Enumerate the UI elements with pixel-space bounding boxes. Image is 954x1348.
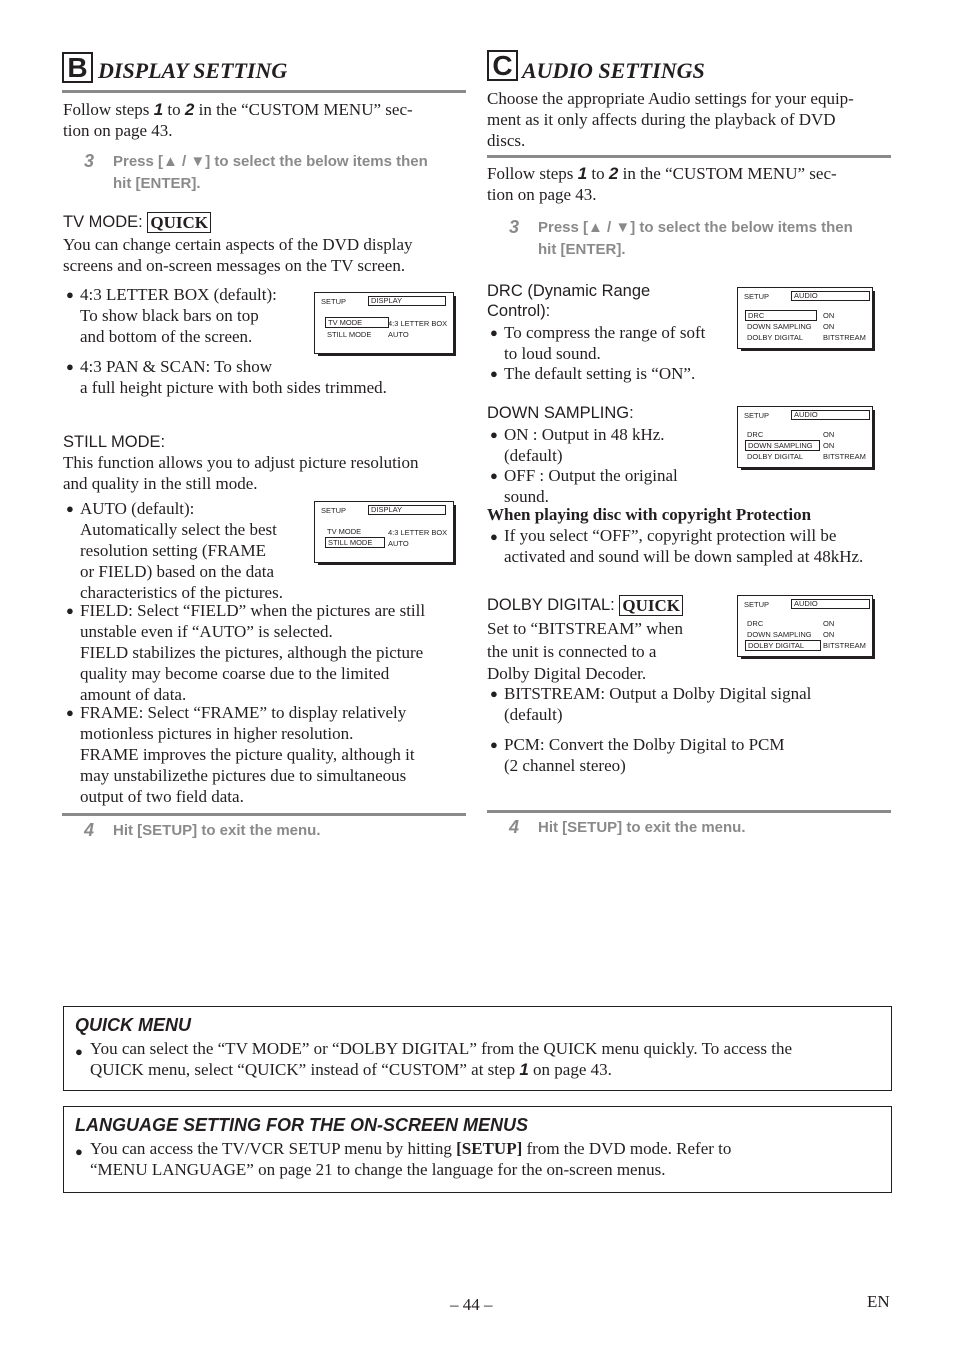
language-setting-text: You can access the TV/VCR SETUP menu by hitting [SETUP] from the DVD mode. Refer to “MENU LANGUAGE” on page 21 to change the language for the on-screen menus.: [90, 1139, 732, 1179]
bullet-icon: ●: [490, 529, 498, 544]
quick-badge: QUICK: [147, 212, 211, 233]
section-b-letter: B: [62, 52, 93, 83]
down-on-option: ON : Output in 48 kHz. (default): [504, 425, 665, 465]
frame-option: FRAME: Select “FRAME” to display relatively motionless pictures in higher resolution. FRAME improves the picture quality, although it may unstabilizethe pictures due to simultaneous output of two field data.: [80, 703, 415, 806]
section-c-step4-number: 4: [509, 817, 520, 837]
still-mode-heading: STILL MODE:: [63, 433, 166, 451]
display-screen-tvmode: SETUP DISPLAY TV MODE STILL MODE 4:3 LETTER BOX AUTO: [314, 292, 454, 354]
quick-menu-title: QUICK MENU: [75, 1015, 191, 1035]
bullet-icon: ●: [66, 603, 74, 618]
audio-screen-downsampling: SETUP AUDIO DRC DOWN SAMPLING DOLBY DIGITAL ON ON BITSTREAM: [737, 406, 873, 468]
section-b-step4-number: 4: [84, 820, 95, 840]
bullet-icon: ●: [490, 325, 498, 340]
bullet-icon: ●: [66, 501, 74, 516]
bullet-icon: ●: [490, 468, 498, 483]
audio-intro: Choose the appropriate Audio settings for your equip- ment as it only affects during the playback of DVD discs.: [487, 89, 854, 150]
bullet-icon: ●: [66, 287, 74, 302]
section-b-title: DISPLAY SETTING: [98, 58, 288, 83]
section-c-rule: [487, 155, 891, 158]
bullet-icon: ●: [490, 737, 498, 752]
section-b-rule: [62, 90, 466, 93]
down-sampling-heading: DOWN SAMPLING:: [487, 404, 634, 422]
bullet-icon: ●: [490, 427, 498, 442]
language-code: EN: [867, 1292, 890, 1311]
display-screen-stillmode: SETUP DISPLAY TV MODE STILL MODE 4:3 LETTER BOX AUTO: [314, 501, 454, 563]
still-mode-description: This function allows you to adjust picture resolution and quality in the still mode.: [63, 453, 419, 493]
bitstream-option: BITSTREAM: Output a Dolby Digital signal (default): [504, 684, 812, 724]
tv-mode-heading: TV MODE: QUICK: [63, 212, 211, 233]
quick-menu-box: [63, 1006, 892, 1091]
section-c-title: AUDIO SETTINGS: [522, 58, 705, 83]
quick-menu-text: You can select the “TV MODE” or “DOLBY DIGITAL” from the QUICK menu quickly. To access the QUICK menu, select “QUICK” instead of “CUSTOM” at step 1 on page 43.: [90, 1039, 792, 1079]
section-c-step4-text: Hit [SETUP] to exit the menu.: [538, 819, 746, 836]
quick-badge: QUICK: [619, 595, 683, 616]
bullet-icon: ●: [75, 1144, 83, 1159]
section-c-letter: C: [487, 50, 518, 81]
bullet-icon: ●: [490, 366, 498, 381]
page-number: – 44 –: [450, 1295, 493, 1314]
audio-screen-dolby: SETUP AUDIO DRC DOWN SAMPLING DOLBY DIGITAL ON ON BITSTREAM: [737, 595, 873, 657]
section-b-bottom-rule: [62, 813, 466, 816]
drc-heading: DRC (Dynamic Range Control):: [487, 282, 651, 320]
copyright-heading: When playing disc with copyright Protection: [487, 505, 812, 524]
section-c-bottom-rule: [487, 810, 891, 813]
bullet-icon: ●: [75, 1044, 83, 1059]
bullet-icon: ●: [66, 705, 74, 720]
section-c-follow-steps: Follow steps 1 to 2 in the “CUSTOM MENU” sec- tion on page 43.: [487, 164, 837, 204]
language-setting-title: LANGUAGE SETTING FOR THE ON-SCREEN MENUS: [75, 1115, 529, 1135]
section-b-step3-text: Press [▲ / ▼] to select the below items then hit [ENTER].: [113, 153, 428, 192]
section-b-step4-text: Hit [SETUP] to exit the menu.: [113, 822, 321, 839]
section-b-follow-steps: Follow steps 1 to 2 in the “CUSTOM MENU” sec- tion on page 43.: [63, 100, 413, 140]
drc-default-option: The default setting is “ON”.: [504, 364, 696, 383]
dolby-digital-heading: DOLBY DIGITAL: QUICK: [487, 595, 683, 616]
audio-screen-drc: SETUP AUDIO DRC DOWN SAMPLING DOLBY DIGITAL ON ON BITSTREAM: [737, 287, 873, 349]
section-b-step3-number: 3: [84, 151, 95, 171]
letterbox-option: 4:3 LETTER BOX (default): To show black bars on top and bottom of the screen.: [80, 285, 277, 346]
tv-mode-description: You can change certain aspects of the DVD display screens and on-screen messages on the TV screen.: [63, 235, 413, 275]
bullet-icon: ●: [490, 686, 498, 701]
down-off-option: OFF : Output the original sound.: [504, 466, 678, 506]
panscan-option: 4:3 PAN & SCAN: To show a full height picture with both sides trimmed.: [80, 357, 387, 397]
pcm-option: PCM: Convert the Dolby Digital to PCM (2 channel stereo): [504, 735, 785, 775]
section-c-step3-text: Press [▲ / ▼] to select the below items then hit [ENTER].: [538, 219, 853, 258]
language-setting-box: [63, 1106, 892, 1193]
bullet-icon: ●: [66, 359, 74, 374]
dolby-description: Set to “BITSTREAM” when the unit is connected to a Dolby Digital Decoder.: [487, 619, 683, 683]
section-c-step3-number: 3: [509, 217, 520, 237]
auto-option: AUTO (default): Automatically select the best resolution setting (FRAME or FIELD) based on the data characteristics of the pictures.: [80, 499, 283, 602]
drc-compress-option: To compress the range of soft to loud sound.: [504, 323, 706, 363]
field-option: FIELD: Select “FIELD” when the pictures are still unstable even if “AUTO” is selected. FIELD stabilizes the pictures, although the picture quality may become coarse due to the limited amount of data.: [80, 601, 426, 704]
copyright-note: If you select “OFF”, copyright protection will be activated and sound will be down sampled at 48kHz.: [504, 526, 864, 566]
